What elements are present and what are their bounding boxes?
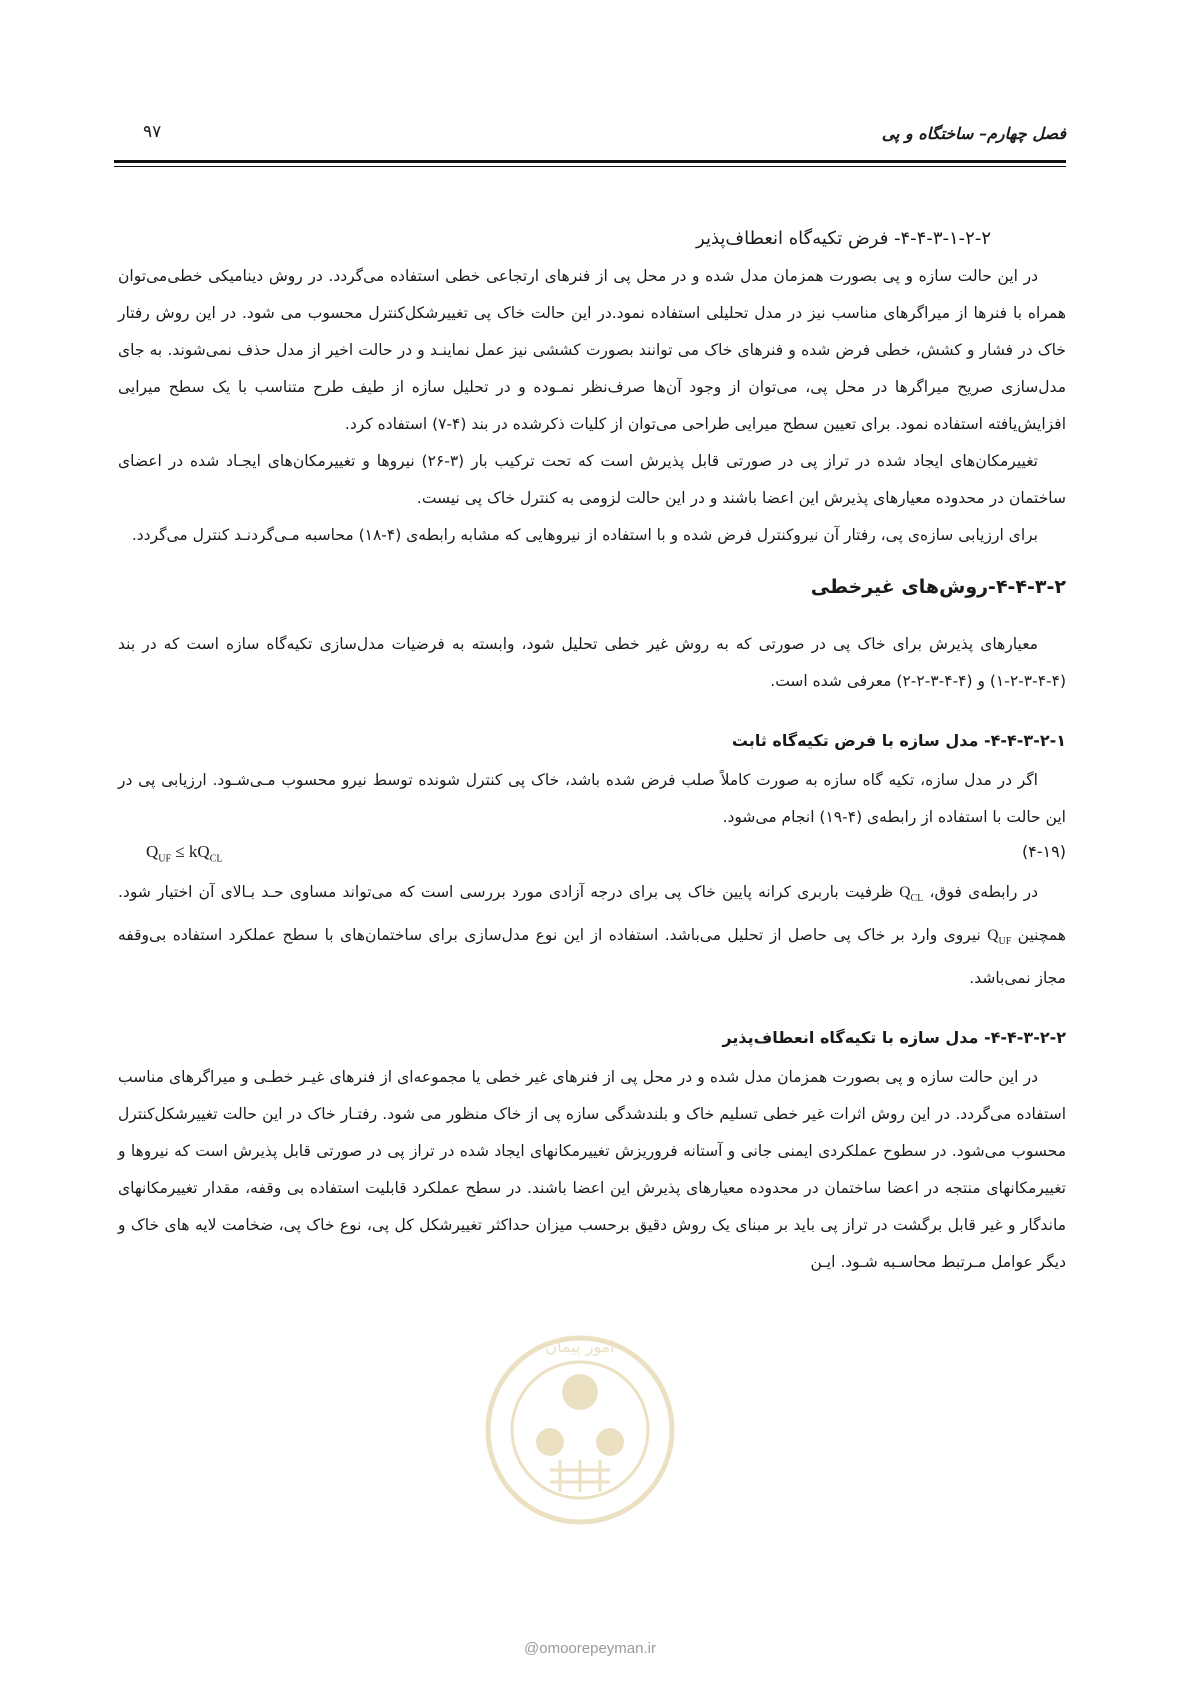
watermark-emblem bbox=[480, 1330, 680, 1530]
watermark-emblem-text: امور پیمان bbox=[545, 1337, 615, 1356]
equation-row bbox=[118, 836, 1066, 874]
section-heading-nonlinear-methods: ۴-۴-۳-۲-روش‌های غیرخطی bbox=[810, 576, 1066, 598]
section-heading-flexible-support-nonlinear: ۴-۴-۳-۲-۲- مدل سازه با تکیه‌گاه انعطاف‌پذیر bbox=[722, 1028, 1066, 1048]
page-header bbox=[118, 118, 1066, 148]
chapter-title: فصل چهارم– ساختگاه و پی bbox=[881, 124, 1066, 143]
paragraph: برای ارزیابی سازه‌ی پی، رفتار آن نیروکنترل فرض شده و با استفاده از نیروهایی که مشابه رابطه‌ی (۴-۱۸) محاسبه مـی‌گردنـد کنترل می‌گردد. bbox=[131, 526, 1038, 544]
section-heading-flexible-support-linear: ۴-۴-۳-۱-۲-۲- فرض تکیه‌گاه انعطاف‌پذیر bbox=[696, 228, 991, 249]
equation-formula: $Q_{UF} \le kQ_{CL}$ bbox=[146, 842, 223, 865]
equation-number: (۴-۱۹) bbox=[1021, 842, 1066, 861]
paragraph: در این حالت سازه و پی بصورت همزمان مدل شده و در محل پی از فنرهای غیر خطی یا مجموعه‌ای از فنرهای غیـر خطـی و میراگرهای مناسب استفاده می‌گردد. در این روش اثرات غیر خطی تسلیم خاک و بلندشدگی سازه پی از خاک منظور می شود. رفتـار خاک در این حالت تغییرشکل‌کنترل محسوب می‌شود. در سطوح عملکردی ایمنی جانی و آستانه فروریزش تغییرمکانهای ایجاد شده در تراز پی در صورتی قابل پذیرش است که نیروها و تغییرمکانهای منتجه در اعضا ساختمان در محدوده معیارهای پذیرش این اعضا باشند. در سطح عملکرد قابلیت استفاده بی وقفه، مقدار تغییرمکانهای ماندگار و غیر قابل برگشت در تراز پی باید بر مبنای یک روش دقیق برحسب میزان حداکثر تغییرشکل کل پی، نوع خاک پی، ضخامت لایه های خاک و دیگر عوامل مـرتبط محاسـبه شـود. ایـن bbox=[118, 1068, 1066, 1272]
page-content bbox=[118, 220, 1066, 1281]
paragraph: معیارهای پذیرش برای خاک پی در صورتی که به روش غیر خطی تحلیل شود، وابسته به فرضیات مدل‌سازی تکیه‌گاه سازه است که در بند (۴-۴-۳-۲-۱) و (۴-۴-۳-۲-۲) معرفی شده است. bbox=[118, 635, 1066, 690]
section-heading-fixed-support: ۴-۴-۳-۲-۱- مدل سازه با فرض تکیه‌گاه ثابت bbox=[731, 731, 1066, 750]
page-number: ۹۷ bbox=[143, 122, 162, 142]
header-rule-thin bbox=[114, 166, 1066, 167]
paragraph: تغییرمکان‌های ایجاد شده در تراز پی در صورتی قابل پذیرش است که تحت ترکیب بار (۳-۲۶) نیروها و تغییرمکان‌های ایجـاد شده در اعضای ساختمان در محدوده معیارهای پذیرش این اعضا باشند و در این حالت لزومی به کنترل خاک پی نیست. bbox=[118, 452, 1066, 507]
header-rule-thick bbox=[114, 160, 1066, 163]
watermark-site: @omoorepeyman.ir bbox=[524, 1640, 656, 1657]
paragraph: اگر در مدل سازه، تکیه گاه سازه به صورت کاملاً صلب فرض شده باشد، خاک پی کنترل شونده توسط نیرو محسوب مـی‌شـود. ارزیابی پی در این حالت با استفاده از رابطه‌ی (۴-۱۹) انجام می‌شود. bbox=[118, 771, 1066, 826]
paragraph: در رابطه‌ی فوق، $Q_{CL}$ ظرفیت باربری کرانه پایین خاک پی برای درجه آزادی مورد بررسی است که می‌تواند مساوی حـد بـالای آن اختیار شود. همچنین $Q_{UF}$ نیروی وارد بر خاک پی حاصل از تحلیل می‌باشد. استفاده از این نوع مدل‌سازی برای ساختمان‌های با سطح عملکرد استفاده بی‌وقفه مجاز نمی‌باشد. bbox=[118, 883, 1066, 988]
paragraph: در این حالت سازه و پی بصورت همزمان مدل شده و در محل پی از فنرهای ارتجاعی خطی استفاده می‌گردد. در روش دینامیکی خطی‌می‌توان همراه با فنرها از میراگرهای مناسب نیز در مدل تحلیلی استفاده نمود.در این حالت خاک پی تغییرشکل‌کنترل محسوب می شود. در این روش رفتار خاک در فشار و کشش، خطی فرض شده و فنرهای خاک می توانند بصورت کششی نیز عمل نماینـد و در حالت اخیر از مدل حذف نمی‌شوند. به جای مدل‌سازی صریح میراگرها در محل پی، می‌توان از وجود آن‌ها صرف‌نظر نمـوده و در تحلیل سازه از طیف طرح متناسب با یک سطح میرایی افزایش‌یافته استفاده نمود. برای تعیین سطح میرایی طراحی می‌توان از کلیات ذکرشده در بند (۴-۷) استفاده کرد. bbox=[118, 267, 1066, 433]
